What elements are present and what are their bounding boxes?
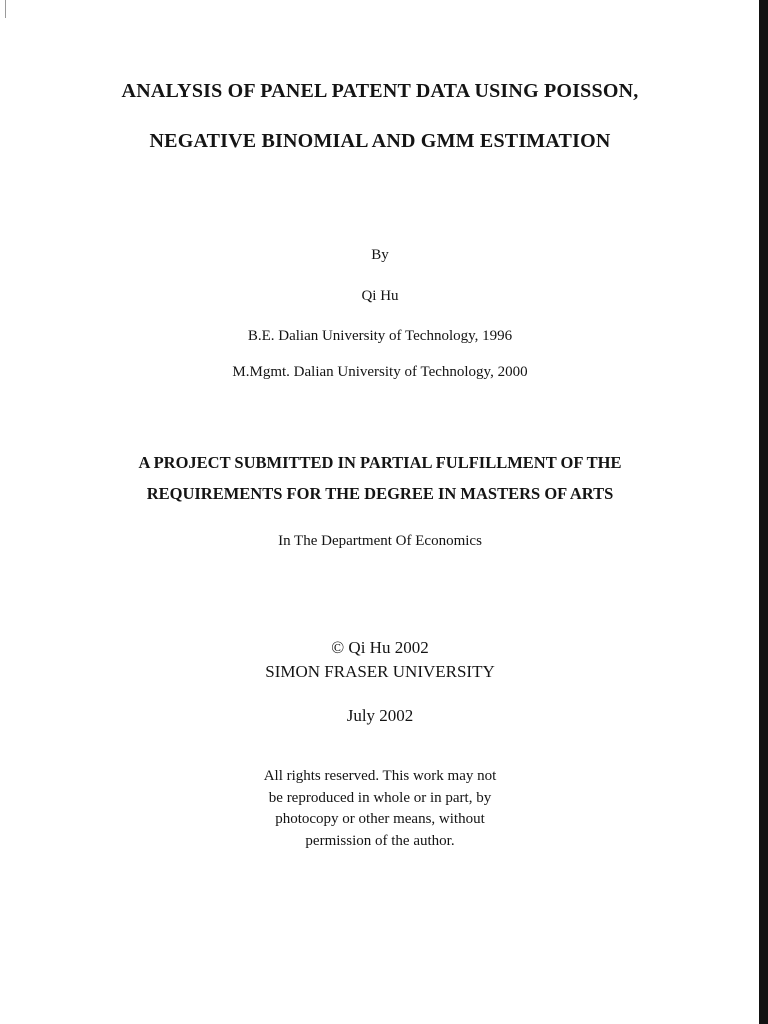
university-name: SIMON FRASER UNIVERSITY	[265, 662, 495, 681]
rights-notice	[0, 766, 760, 852]
scan-edge-left	[5, 0, 6, 18]
author-name: Qi Hu	[361, 288, 399, 304]
title-line-1: ANALYSIS OF PANEL PATENT DATA USING POISSON,	[121, 80, 639, 102]
copyright-notice: © Qi Hu 2002	[331, 638, 429, 657]
by-label: By	[371, 247, 389, 263]
submission-line-1: A PROJECT SUBMITTED IN PARTIAL FULFILLMENT OF THE	[138, 453, 622, 472]
degree-be: B.E. Dalian University of Technology, 1996	[247, 328, 513, 344]
scan-edge-right	[759, 0, 768, 1024]
rights-line: photocopy or other means, without	[275, 811, 485, 827]
degree-mmgmt: M.Mgmt. Dalian University of Technology, 2000	[232, 364, 528, 380]
submission-line-2: REQUIREMENTS FOR THE DEGREE IN MASTERS OF ARTS	[146, 484, 614, 503]
title-line-2: NEGATIVE BINOMIAL AND GMM ESTIMATION	[149, 130, 611, 152]
department: In The Department Of Economics	[278, 533, 482, 549]
date: July 2002	[346, 706, 414, 725]
rights-line: permission of the author.	[305, 832, 455, 849]
rights-line: be reproduced in whole or in part, by	[268, 789, 492, 806]
rights-line: All rights reserved. This work may not	[263, 768, 497, 784]
